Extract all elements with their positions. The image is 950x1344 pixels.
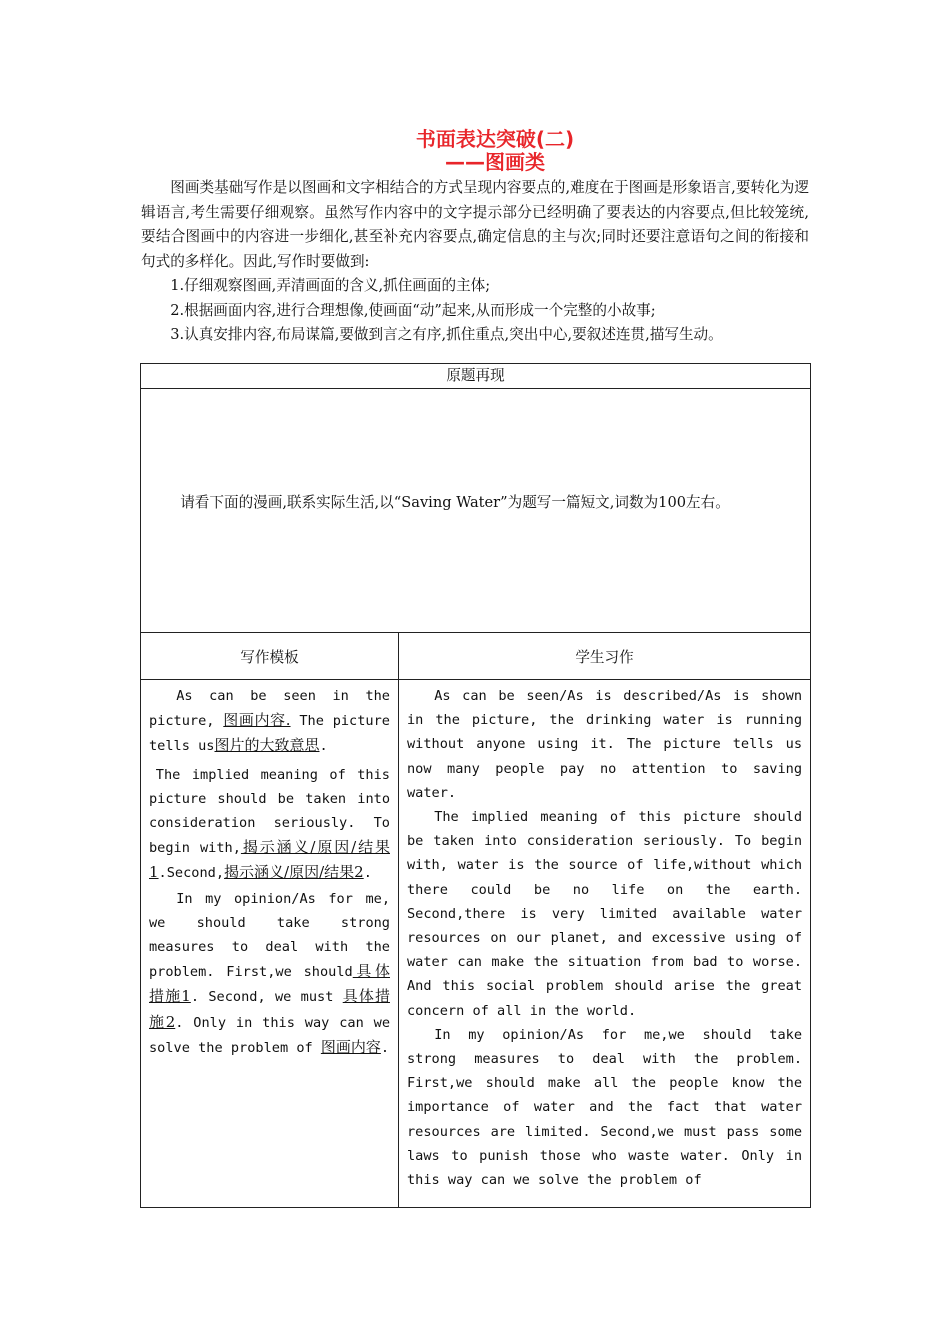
template-text-span: . Second, we must <box>190 989 343 1006</box>
template-text-span: In my opinion/As for me, we should take strong measures to deal with the problem. First,we should <box>149 890 390 981</box>
essay-text <box>399 680 810 1207</box>
writing-table <box>140 363 811 1208</box>
placeholder-picture-meaning: 图片的大致意思 <box>214 736 320 755</box>
essay-paragraph-2: The implied meaning of this picture should be taken into consideration seriously. To begin with, water is the source of life,without which there could be no life on the earth. Second,there is very limited available water resources on our planet, and excessive using of water can make the situation from bad to worse. And this social problem should arise the great concern of all in the world. <box>407 809 803 1019</box>
placeholder-picture-content: 图画内容. <box>223 711 291 730</box>
template-text-span: The implied meaning of this picture should be taken into consideration seriously. To begin with, <box>149 766 390 857</box>
document-subtitle: ——图画类 <box>445 150 545 174</box>
template-header: 写作模板 <box>141 633 399 680</box>
original-task-header: 原题再现 <box>141 364 811 389</box>
placeholder-measure-2: 具体措施2 <box>149 987 390 1031</box>
essay-header: 学生习作 <box>399 633 811 680</box>
template-text-span: As can be seen in the picture, <box>149 688 390 730</box>
template-paragraph-1 <box>149 684 390 759</box>
placeholder-meaning-2: 揭示涵义/原因/结果2 <box>224 863 364 882</box>
placeholder-picture-content-2: 图画内容 <box>320 1037 381 1056</box>
essay-cell <box>399 680 811 1208</box>
essay-paragraph-3: In my opinion/As for me,we should take strong measures to deal with the problem. First,we should make all the people know the importance of water and the fact that water resources are limited. Second,we must pass some laws to punish those who waste water. Only in this way can we solve the problem of <box>407 1026 803 1189</box>
intro-point-3: 3.认真安排内容,布局谋篇,要做到言之有序,抓住重点,突出中心,要叙述连贯,描写生动。 <box>170 326 723 343</box>
document-title: 书面表达突破(二) <box>415 127 575 151</box>
intro-point-2: 2.根据画面内容,进行合理想像,使画面“动”起来,从而形成一个完整的小故事; <box>170 301 656 319</box>
template-paragraph-3 <box>149 887 390 1060</box>
template-text <box>141 680 398 1207</box>
template-text-span: .Second, <box>158 865 225 882</box>
task-cell <box>141 389 811 633</box>
placeholder-measure-1: 具体措施1 <box>149 962 390 1006</box>
template-text-span: . <box>363 865 372 882</box>
intro-section <box>141 176 809 348</box>
template-text-span: . <box>319 738 328 755</box>
task-prompt: 请看下面的漫画,联系实际生活,以“Saving Water”为题写一篇短文,词数为100左右。 <box>180 494 730 511</box>
template-paragraph-2 <box>149 763 390 886</box>
intro-point-1: 1.仔细观察图画,弄清画面的含义,抓住画面的主体; <box>170 277 491 294</box>
template-text-span: . <box>380 1039 390 1056</box>
template-text-span: . Only in this way can we solve the problem of <box>149 1014 391 1056</box>
intro-paragraph: 图画类基础写作是以图画和文字相结合的方式呈现内容要点的,难度在于图画是形象语言,要转化为逻辑语言,考生需要仔细观察。虽然写作内容中的文字提示部分已经明确了要表达的内容要点,但比较笼统,要结合图画中的内容进一步细化,甚至补充内容要点,确定信息的主与次;同时还要注意语句之间的衔接和句式的多样化。因此,写作时要做到: <box>141 179 809 270</box>
placeholder-meaning-1: 揭示涵义/原因/结果1 <box>149 838 390 882</box>
template-cell <box>141 680 399 1208</box>
essay-paragraph-1: As can be seen/As is described/As is shown in the picture, the drinking water is running without anyone using it. The picture tells us now many people pay no attention to saving water. <box>407 688 803 801</box>
template-text-span: The picture tells us <box>149 713 390 755</box>
